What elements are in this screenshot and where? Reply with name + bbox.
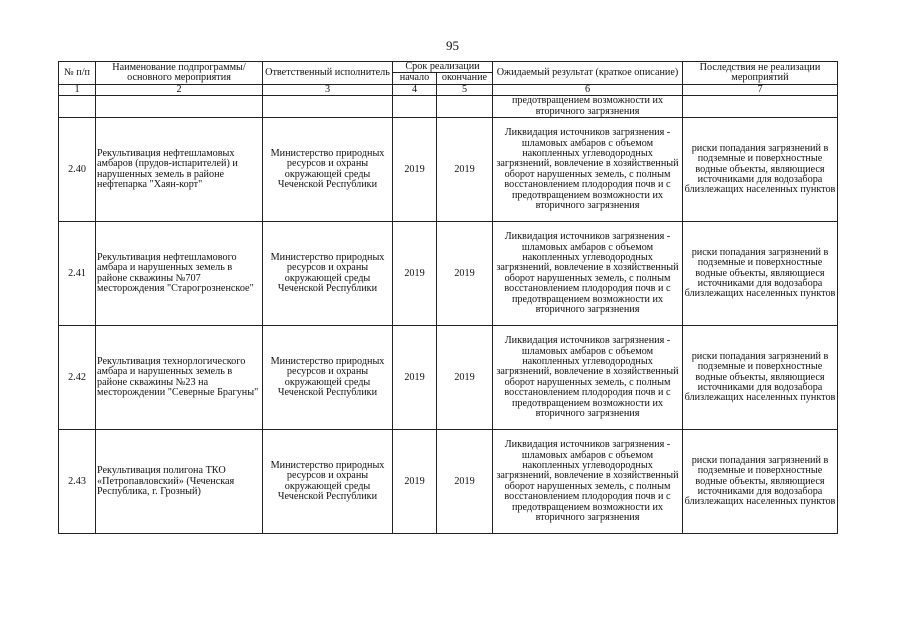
column-index: 7	[683, 84, 838, 95]
column-index: 2	[96, 84, 263, 95]
continuation-row	[59, 96, 838, 118]
header-name: Наименование подпрограммы/ основного мероприятия	[96, 62, 263, 85]
responsible-executor: Министерство природных ресурсов и охраны окружающей среды Чеченской Республики	[263, 430, 393, 534]
end-year: 2019	[437, 326, 493, 430]
measure-name: Рекультивация нефтешламового амбара и нарушенных земель в районе скважины №707 месторождения "Старогрозненское"	[96, 222, 263, 326]
table-row	[59, 222, 838, 326]
header-num: № п/п	[59, 62, 96, 85]
responsible-executor: Министерство природных ресурсов и охраны окружающей среды Чеченской Республики	[263, 118, 393, 222]
measure-name: Рекультивация технорлогического амбара и нарушенных земель в районе скважины №23 на месторождении "Северные Брагуны"	[96, 326, 263, 430]
column-index: 6	[493, 84, 683, 95]
end-year: 2019	[437, 222, 493, 326]
consequences: риски попадания загрязнений в подземные и поверхностные водные объекты, являющиеся источниками для водозабора близлежащих населенных пунктов	[683, 118, 838, 222]
header-period: Срок реализации	[393, 62, 493, 73]
column-index-row	[59, 84, 838, 95]
row-number: 2.43	[59, 430, 96, 534]
expected-result: Ликвидация источников загрязнения - шламовых амбаров с объемом накопленных углеводородных загрязнений, вовлечение в хозяйственный оборот нарушенных земель, с полным восстановлением плодородия почв и с предотвращением возможности их вторичного загрязнения	[493, 118, 683, 222]
column-index: 1	[59, 84, 96, 95]
header-result: Ожидаемый результат (краткое описание)	[493, 62, 683, 85]
start-year: 2019	[393, 326, 437, 430]
responsible-executor: Министерство природных ресурсов и охраны окружающей среды Чеченской Республики	[263, 222, 393, 326]
expected-result: Ликвидация источников загрязнения - шламовых амбаров с объемом накопленных углеводородных загрязнений, вовлечение в хозяйственный оборот нарушенных земель, с полным восстановлением плодородия почв и с предотвращением возможности их вторичного загрязнения	[493, 222, 683, 326]
table-row	[59, 118, 838, 222]
row-number: 2.41	[59, 222, 96, 326]
header-end: окончание	[437, 73, 493, 84]
start-year: 2019	[393, 118, 437, 222]
measure-name: Рекультивация полигона ТКО «Петропавловский» (Чеченская Республика, г. Грозный)	[96, 430, 263, 534]
header-consequences: Последствия не реализации мероприятий	[683, 62, 838, 85]
program-table	[58, 61, 838, 534]
consequences: риски попадания загрязнений в подземные и поверхностные водные объекты, являющиеся источниками для водозабора близлежащих населенных пунктов	[683, 326, 838, 430]
expected-result: Ликвидация источников загрязнения - шламовых амбаров с объемом накопленных углеводородных загрязнений, вовлечение в хозяйственный оборот нарушенных земель, с полным восстановлением плодородия почв и с предотвращением возможности их вторичного загрязнения	[493, 326, 683, 430]
page-number: 95	[446, 38, 459, 53]
end-year: 2019	[437, 118, 493, 222]
expected-result: Ликвидация источников загрязнения - шламовых амбаров с объемом накопленных углеводородных загрязнений, вовлечение в хозяйственный оборот нарушенных земель, с полным восстановлением плодородия почв и с предотвращением возможности их вторичного загрязнения	[493, 430, 683, 534]
table-row	[59, 430, 838, 534]
consequences: риски попадания загрязнений в подземные и поверхностные водные объекты, являющиеся источниками для водозабора близлежащих населенных пунктов	[683, 222, 838, 326]
row-number: 2.42	[59, 326, 96, 430]
column-index: 4	[393, 84, 437, 95]
start-year: 2019	[393, 430, 437, 534]
start-year: 2019	[393, 222, 437, 326]
measure-name: Рекультивация нефтешламовых амбаров (прудов-испарителей) и нарушенных земель в районе нефтепарка "Хаян-корт"	[96, 118, 263, 222]
consequences: риски попадания загрязнений в подземные и поверхностные водные объекты, являющиеся источниками для водозабора близлежащих населенных пунктов	[683, 430, 838, 534]
table-header-row	[59, 62, 838, 73]
continuation-result: предотвращением возможности их вторичного загрязнения	[493, 96, 683, 118]
end-year: 2019	[437, 430, 493, 534]
column-index: 3	[263, 84, 393, 95]
responsible-executor: Министерство природных ресурсов и охраны окружающей среды Чеченской Республики	[263, 326, 393, 430]
row-number: 2.40	[59, 118, 96, 222]
header-responsible: Ответственный исполнитель	[263, 62, 393, 85]
header-start: начало	[393, 73, 437, 84]
table-row	[59, 326, 838, 430]
column-index: 5	[437, 84, 493, 95]
